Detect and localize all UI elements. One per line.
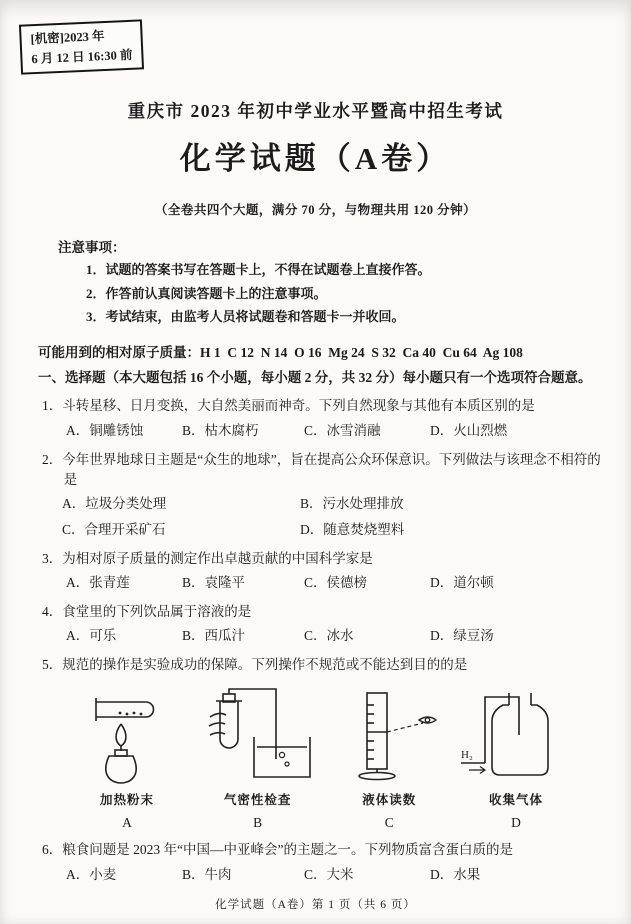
figure-heating-powder (72, 687, 182, 831)
figure-letter: C (384, 815, 394, 831)
option-b: B．牛肉 (182, 866, 232, 882)
figure-letter: D (511, 815, 521, 831)
page-footer: 化学试题（A卷）第 1 页（共 6 页） (215, 899, 416, 911)
heating-powder-icon (72, 687, 182, 787)
h2-label: H₂ (460, 749, 473, 762)
option-a: A．垃圾分类处理 (62, 496, 167, 512)
airtightness-check-icon (192, 687, 324, 787)
question-1 (42, 396, 603, 440)
option-c: C．合理开采矿石 (62, 521, 166, 537)
option-d: D．道尔顿 (430, 575, 494, 591)
option-b: B．枯木腐朽 (182, 422, 259, 438)
option-d: D．火山烈燃 (430, 422, 508, 438)
exam-title: 重庆市 2023 年初中学业水平暨高中招生考试 (127, 101, 504, 121)
section-heading: 一、选择题（本大题包括 16 个小题，每小题 2 分，共 32 分）每小题只有一个选项符合题意。 (38, 369, 592, 385)
question-4 (42, 602, 603, 646)
option-c: C．冰水 (304, 628, 354, 644)
figure-caption: 加热粉末 (99, 793, 154, 808)
question-2 (42, 450, 603, 540)
paper-subtitle: （全卷共四个大题，满分 70 分，与物理共用 120 分钟） (154, 203, 477, 217)
option-c: C．大米 (304, 866, 354, 882)
question-5 (42, 655, 603, 831)
question-stem: 5．规范的操作是实验成功的保障。下列操作不规范或不能达到目的的是 (42, 657, 468, 673)
figure-letter: B (253, 815, 263, 831)
figure-letter: A (122, 815, 132, 831)
option-row (42, 627, 603, 646)
figure-caption: 液体读数 (362, 793, 417, 808)
notice-item: 3．考试结束，由监考人员将试题卷和答题卡一并收回。 (86, 309, 405, 324)
question-6 (42, 840, 603, 884)
notice-title: 注意事项： (58, 240, 126, 255)
stamp-line2: 6 月 12 日 16:30 前 (31, 47, 133, 67)
option-d: D．绿豆汤 (430, 628, 494, 644)
stamp-box (19, 19, 144, 74)
figure-caption: 收集气体 (488, 793, 543, 808)
option-b: B．西瓜汁 (182, 628, 246, 644)
figure-liquid-reading (333, 687, 445, 831)
paper-title: 化学试题（A卷） (179, 141, 452, 176)
liquid-reading-icon (333, 687, 445, 787)
option-b: B．袁隆平 (182, 575, 246, 591)
option-d: D．水果 (430, 866, 481, 882)
notice-block (58, 236, 631, 327)
option-c: C．侯德榜 (304, 575, 368, 591)
question-stem: 1．斗转星移、日月变换，大自然美丽而神奇。下列自然现象与其他有本质区别的是 (42, 398, 535, 414)
question-stem: 4．食堂里的下列饮品属于溶液的是 (42, 603, 252, 619)
gas-collection-icon (455, 687, 577, 787)
option-row (42, 422, 603, 441)
option-row (42, 574, 603, 593)
figure-gas-collection (455, 687, 577, 831)
option-a: A．张青莲 (66, 575, 130, 591)
option-a: A．小麦 (66, 866, 117, 882)
option-a: A．铜雕锈蚀 (66, 422, 144, 438)
question-3 (42, 549, 603, 593)
stamp-line1: [机密]2023 年 (30, 28, 105, 47)
notice-item: 1．试题的答案书写在答题卡上，不得在试题卷上直接作答。 (86, 262, 431, 277)
question-stem: 6．粮食问题是 2023 年“中国—中亚峰会”的主题之一。下列物质富含蛋白质的是 (42, 842, 513, 858)
option-a: A．可乐 (66, 628, 117, 644)
option-d: D．随意焚烧塑料 (300, 521, 405, 537)
question-stem: 2．今年世界地球日主题是“众生的地球”，旨在提高公众环保意识。下列做法与该理念不相符的是 (42, 451, 601, 487)
figure-airtightness-check (192, 687, 324, 831)
option-c: C．冰雪消融 (304, 422, 381, 438)
option-row (42, 866, 603, 885)
figure-row (72, 687, 577, 831)
atomic-mass-line: 可能用到的相对原子质量：H 1 C 12 N 14 O 16 Mg 24 S 32 Ca 40 Cu 64 Ag 108 (38, 344, 523, 360)
option-b: B．污水处理排放 (300, 496, 404, 512)
notice-item: 2．作答前认真阅读答题卡上的注意事项。 (86, 285, 327, 301)
question-stem: 3．为相对原子质量的测定作出卓越贡献的中国科学家是 (42, 550, 373, 566)
option-grid (42, 495, 603, 540)
figure-caption: 气密性检查 (223, 793, 292, 808)
